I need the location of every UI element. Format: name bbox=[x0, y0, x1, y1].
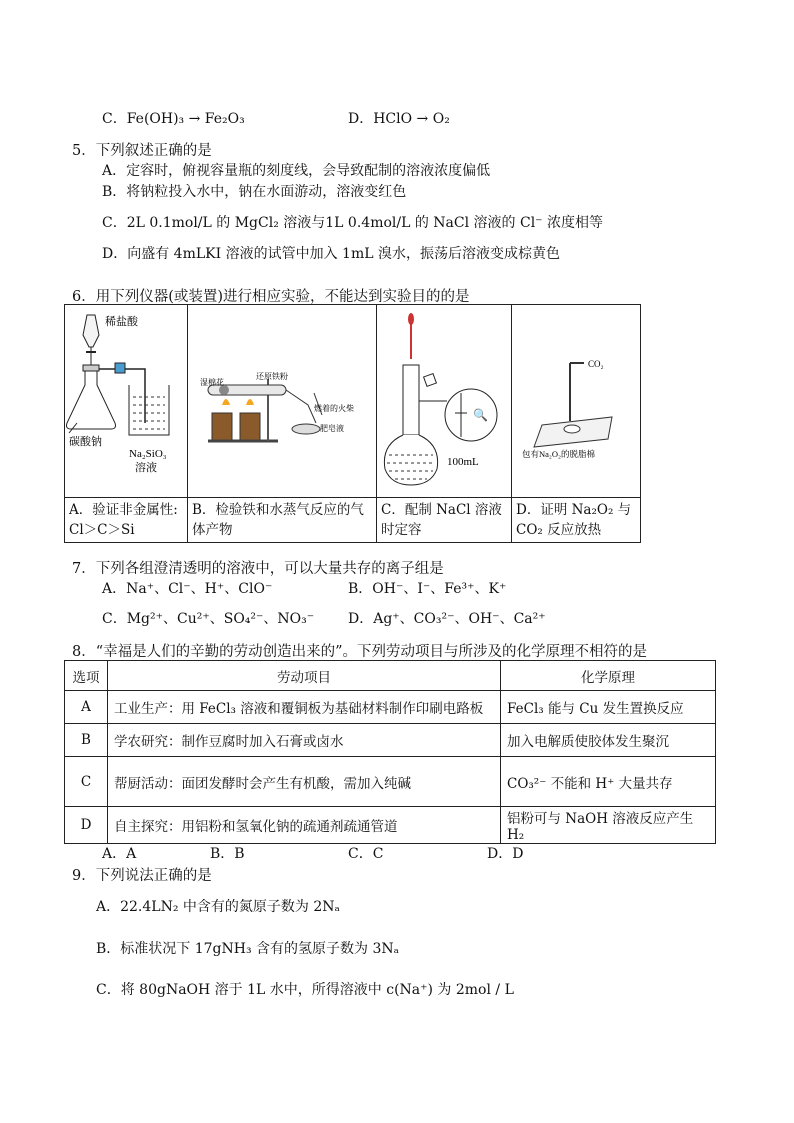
q8-header-option: 选项 bbox=[65, 661, 108, 691]
q7-option-d: D．Ag⁺、CO₃²⁻、OH⁻、Ca²⁺ bbox=[348, 611, 546, 627]
q5-option-a: A．定容时，俯视容量瓶的刻度线，会导致配制的溶液浓度偏低 bbox=[102, 163, 491, 179]
q8-row-b-project: 学农研究：制作豆腐时加入石膏或卤水 bbox=[108, 724, 501, 757]
q7-stem: 7．下列各组澄清透明的溶液中，可以大量共存的离子组是 bbox=[72, 561, 444, 577]
q9-option-c: C．将 80gNaOH 溶于 1L 水中，所得溶液中 c(Na⁺) 为 2mol / L bbox=[96, 982, 514, 998]
q8-choice-c: C．C bbox=[348, 846, 384, 862]
label-dilute-hcl: 稀盐酸 bbox=[105, 316, 138, 328]
q6-stem: 6．用下列仪器(或装置)进行相应实验，不能达到实验目的的是 bbox=[72, 289, 470, 305]
q6-figure-d bbox=[512, 305, 641, 498]
q8-row-b-option: B bbox=[65, 724, 108, 757]
q6-caption-c: C．配制 NaCl 溶液时定容 bbox=[381, 502, 502, 538]
q6-figure-a bbox=[65, 305, 188, 498]
q5-stem: 5．下列叙述正确的是 bbox=[72, 143, 212, 159]
q8-row-d-option: D bbox=[65, 807, 108, 844]
q8-row-d-principle: 铝粉可与 NaOH 溶液反应产生 H₂ bbox=[501, 807, 716, 844]
q8-row-b-principle: 加入电解质使胶体发生聚沉 bbox=[501, 724, 716, 757]
q8-header-project: 劳动项目 bbox=[108, 661, 501, 691]
q9-stem: 9．下列说法正确的是 bbox=[72, 868, 212, 884]
label-na2o2-cotton: 包有Na₂O₂的脱脂棉 bbox=[522, 449, 595, 459]
q8-row-d-project: 自主探究：用铝粉和氢氧化钠的疏通剂疏通管道 bbox=[108, 807, 501, 844]
q7-option-b: B．OH⁻、I⁻、Fe³⁺、K⁺ bbox=[348, 581, 507, 597]
q8-row-a-principle: FeCl₃ 能与 Cu 发生置换反应 bbox=[501, 691, 716, 724]
label-sodium-silicate: Na₂SiO₃ bbox=[129, 448, 167, 460]
table-row bbox=[65, 724, 716, 757]
label-co2: CO₂ bbox=[588, 359, 604, 369]
q6-caption-d: D．证明 Na₂O₂ 与 CO₂ 反应放热 bbox=[516, 502, 632, 538]
table-row bbox=[65, 807, 716, 844]
apparatus-a-icon bbox=[65, 305, 187, 493]
label-iron-powder: 还原铁粉 bbox=[256, 372, 288, 381]
q8-row-c-principle: CO₃²⁻ 不能和 H⁺ 大量共存 bbox=[501, 757, 716, 807]
q8-stem: 8．“幸福是人们的辛勤的劳动创造出来的”。下列劳动项目与所涉及的化学原理不相符的是 bbox=[72, 644, 648, 660]
q8-row-a-project: 工业生产：用 FeCl₃ 溶液和覆铜板为基础材料制作印刷电路板 bbox=[108, 691, 501, 724]
q8-choice-d: D．D bbox=[487, 846, 524, 862]
table-row bbox=[65, 757, 716, 807]
q8-header-principle: 化学原理 bbox=[501, 661, 716, 691]
q5-option-d: D．向盛有 4mLKI 溶液的试管中加入 1mL 溴水，振荡后溶液变成棕黄色 bbox=[102, 246, 560, 262]
q9-option-a: A．22.4LN₂ 中含有的氮原子数为 2Nₐ bbox=[96, 899, 340, 915]
q4-option-c: C．Fe(OH)₃ → Fe₂O₃ bbox=[102, 111, 245, 127]
table-row bbox=[65, 691, 716, 724]
label-match: 燃着的火柴 bbox=[314, 404, 354, 413]
q6-figure-b bbox=[188, 305, 377, 498]
q7-option-a: A．Na⁺、Cl⁻、H⁺、ClO⁻ bbox=[102, 581, 273, 597]
apparatus-b-icon bbox=[188, 305, 376, 493]
q5-option-c: C．2L 0.1mol/L 的 MgCl₂ 溶液与1L 0.4mol/L 的 NaCl 溶液的 Cl⁻ 浓度相等 bbox=[102, 215, 604, 231]
q8-row-c-option: C bbox=[65, 757, 108, 807]
q6-caption-b: B．检验铁和水蒸气反应的气体产物 bbox=[192, 502, 364, 538]
q8-row-a-option: A bbox=[65, 691, 108, 724]
q6-figure-c bbox=[377, 305, 512, 498]
q8-choice-b: B．B bbox=[210, 846, 245, 862]
label-wet-cotton: 湿棉花 bbox=[200, 378, 224, 387]
label-solution: 溶液 bbox=[135, 462, 157, 474]
label-sodium-carbonate: 碳酸钠 bbox=[69, 436, 102, 448]
q7-option-c: C．Mg²⁺、Cu²⁺、SO₄²⁻、NO₃⁻ bbox=[102, 611, 315, 627]
apparatus-d-icon bbox=[512, 305, 640, 493]
q5-option-b: B．将钠粒投入水中，钠在水面游动，溶液变红色 bbox=[102, 184, 407, 200]
q9-option-b: B．标准状况下 17gNH₃ 含有的氢原子数为 3Nₐ bbox=[96, 941, 400, 957]
label-soap: 肥皂液 bbox=[320, 424, 344, 433]
q8-row-c-project: 帮厨活动：面团发酵时会产生有机酸，需加入纯碱 bbox=[108, 757, 501, 807]
q8-choice-a: A．A bbox=[102, 846, 137, 862]
q6-figure-table bbox=[64, 304, 641, 543]
label-100ml: 100mL bbox=[447, 456, 479, 468]
q8-table bbox=[64, 660, 716, 844]
apparatus-c-icon bbox=[377, 305, 511, 493]
svg-text:🔍: 🔍 bbox=[473, 408, 488, 422]
q4-option-d: D．HClO → O₂ bbox=[348, 111, 450, 127]
q6-caption-a: A．验证非金属性: Cl＞C＞Si bbox=[69, 502, 178, 538]
